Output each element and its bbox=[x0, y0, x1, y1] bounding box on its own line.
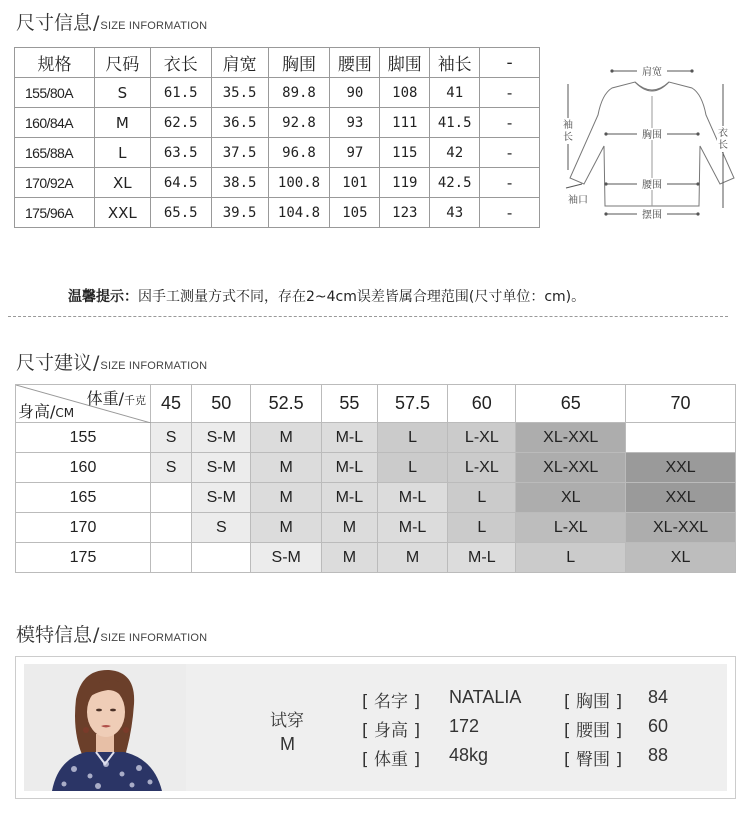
extra-cell: - bbox=[480, 78, 540, 108]
title-cn: 尺寸信息 bbox=[16, 12, 93, 34]
size-cell: L bbox=[377, 453, 448, 483]
spec-cell: 175/96A bbox=[15, 198, 95, 228]
sleeve-cell: 43 bbox=[430, 198, 480, 228]
model-info-box bbox=[15, 656, 736, 799]
waist-cell: 93 bbox=[330, 108, 380, 138]
chest-cell: 104.8 bbox=[268, 198, 330, 228]
size-cell: M bbox=[251, 513, 322, 543]
table-row bbox=[16, 483, 736, 513]
waist-cell: 105 bbox=[330, 198, 380, 228]
weight-col-header: 57.5 bbox=[377, 385, 448, 423]
waist-cell: 97 bbox=[330, 138, 380, 168]
size-table-header bbox=[15, 48, 540, 78]
weight-header-row bbox=[16, 385, 736, 423]
model-weight: 48kg bbox=[449, 745, 489, 765]
length-cell: 63.5 bbox=[150, 138, 211, 168]
extra-cell: - bbox=[480, 168, 540, 198]
hem-cell: 111 bbox=[380, 108, 430, 138]
size-cell: S bbox=[151, 423, 192, 453]
size-recommend-title bbox=[16, 348, 207, 376]
model-hip: 88 bbox=[648, 745, 669, 765]
size-cell: S-M bbox=[192, 423, 251, 453]
col-header: - bbox=[480, 48, 540, 78]
model-height: 172 bbox=[449, 716, 480, 736]
size-cell: M bbox=[321, 543, 377, 573]
extra-cell: - bbox=[480, 198, 540, 228]
size-cell: S-M bbox=[251, 543, 322, 573]
length-cell: 64.5 bbox=[150, 168, 211, 198]
hem-cell: 115 bbox=[380, 138, 430, 168]
size-table bbox=[14, 47, 540, 228]
table-row bbox=[15, 138, 540, 168]
col-header: 腰围 bbox=[330, 48, 380, 78]
shoulder-cell: 39.5 bbox=[211, 198, 268, 228]
extra-cell: - bbox=[480, 138, 540, 168]
size-cell: XXL bbox=[94, 198, 150, 228]
hip-label: [ 臀围 ] bbox=[564, 750, 623, 770]
height-unit: CM bbox=[55, 406, 75, 420]
size-cell: S-M bbox=[192, 453, 251, 483]
try-on-size: M bbox=[280, 734, 295, 754]
size-cell: L-XL bbox=[448, 423, 516, 453]
size-cell bbox=[151, 483, 192, 513]
chest-label: 胸围 bbox=[642, 130, 662, 141]
hem-label: 摆围 bbox=[642, 210, 662, 221]
col-header: 脚围 bbox=[380, 48, 430, 78]
title-slash: / bbox=[93, 12, 100, 34]
weight-col-header: 60 bbox=[448, 385, 516, 423]
corner-cell bbox=[16, 385, 151, 423]
size-cell: M bbox=[94, 108, 150, 138]
size-cell: L bbox=[448, 513, 516, 543]
size-cell: S bbox=[151, 453, 192, 483]
model-info-title bbox=[16, 620, 207, 648]
shoulder-label: 肩宽 bbox=[642, 67, 662, 78]
size-cell: XXL bbox=[626, 483, 736, 513]
length-label-2: 长 bbox=[718, 140, 728, 151]
weight-unit: 千克 bbox=[124, 394, 146, 407]
size-cell bbox=[192, 543, 251, 573]
size-cell: M-L bbox=[377, 513, 448, 543]
weight-col-header: 52.5 bbox=[251, 385, 322, 423]
size-cell: M-L bbox=[321, 423, 377, 453]
weight-col-header: 50 bbox=[192, 385, 251, 423]
waist-cell: 101 bbox=[330, 168, 380, 198]
weight-axis-label bbox=[87, 386, 146, 409]
length-label-1: 衣 bbox=[718, 128, 728, 139]
title-en: SIZE INFORMATION bbox=[100, 632, 208, 644]
table-row bbox=[15, 168, 540, 198]
spec-cell: 165/88A bbox=[15, 138, 95, 168]
size-cell: L bbox=[516, 543, 626, 573]
weight-label: [ 体重 ] bbox=[362, 750, 421, 770]
table-row bbox=[16, 453, 736, 483]
weight-col-header: 65 bbox=[516, 385, 626, 423]
size-cell: L bbox=[94, 138, 150, 168]
size-cell: M bbox=[251, 453, 322, 483]
weight-label: 体重/ bbox=[86, 389, 124, 408]
waist-label: [ 腰围 ] bbox=[564, 721, 623, 741]
height-row-header: 155 bbox=[16, 423, 151, 453]
size-cell: S bbox=[192, 513, 251, 543]
table-row bbox=[16, 423, 736, 453]
model-portrait-illustration bbox=[24, 664, 186, 791]
size-cell: XL bbox=[516, 483, 626, 513]
sleeve-label-2: 长 bbox=[563, 132, 573, 143]
sleeve-label-1: 袖 bbox=[563, 120, 573, 131]
spec-cell: 155/80A bbox=[15, 78, 95, 108]
measurement-tip bbox=[68, 286, 585, 306]
height-label: [ 身高 ] bbox=[362, 721, 421, 741]
size-cell bbox=[151, 513, 192, 543]
size-cell: M-L bbox=[448, 543, 516, 573]
cuff-label: 袖口 bbox=[568, 195, 588, 206]
length-cell: 65.5 bbox=[150, 198, 211, 228]
size-cell: XL-XXL bbox=[516, 453, 626, 483]
tip-text: 因手工测量方式不同，存在2~4cm误差皆属合理范围(尺寸单位：cm)。 bbox=[138, 289, 586, 305]
size-cell: XL bbox=[626, 543, 736, 573]
weight-col-header: 70 bbox=[626, 385, 736, 423]
shoulder-cell: 38.5 bbox=[211, 168, 268, 198]
size-cell: M bbox=[321, 513, 377, 543]
shoulder-cell: 37.5 bbox=[211, 138, 268, 168]
model-photo bbox=[24, 664, 186, 791]
weight-col-header: 45 bbox=[151, 385, 192, 423]
title-cn: 尺寸建议 bbox=[16, 352, 93, 374]
hem-cell: 123 bbox=[380, 198, 430, 228]
chest-cell: 100.8 bbox=[268, 168, 330, 198]
hem-cell: 119 bbox=[380, 168, 430, 198]
col-header: 规格 bbox=[15, 48, 95, 78]
model-info-panel bbox=[24, 664, 727, 791]
size-cell: M bbox=[251, 483, 322, 513]
name-label: [ 名字 ] bbox=[362, 692, 421, 712]
neckline bbox=[635, 82, 669, 90]
size-cell: L-XL bbox=[448, 453, 516, 483]
extra-cell: - bbox=[480, 108, 540, 138]
shoulder-cell: 36.5 bbox=[211, 108, 268, 138]
title-cn: 模特信息 bbox=[16, 624, 93, 646]
height-label: 身高/ bbox=[18, 402, 56, 421]
size-cell bbox=[626, 423, 736, 453]
size-cell: S-M bbox=[192, 483, 251, 513]
tip-label: 温馨提示： bbox=[68, 289, 138, 305]
title-slash: / bbox=[93, 624, 100, 646]
size-cell: M-L bbox=[377, 483, 448, 513]
shoulder-cell: 35.5 bbox=[211, 78, 268, 108]
weight-col-header: 55 bbox=[321, 385, 377, 423]
height-row-header: 170 bbox=[16, 513, 151, 543]
size-cell: M bbox=[251, 423, 322, 453]
size-cell: M bbox=[377, 543, 448, 573]
table-row bbox=[15, 78, 540, 108]
size-cell: S bbox=[94, 78, 150, 108]
garment-measure-diagram bbox=[560, 60, 740, 225]
size-cell: L bbox=[448, 483, 516, 513]
size-cell: XL-XXL bbox=[516, 423, 626, 453]
size-cell: XL bbox=[94, 168, 150, 198]
size-recommend-table bbox=[15, 384, 736, 573]
col-header: 肩宽 bbox=[211, 48, 268, 78]
height-row-header: 160 bbox=[16, 453, 151, 483]
model-waist: 60 bbox=[648, 716, 669, 736]
table-row bbox=[16, 513, 736, 543]
size-cell: M-L bbox=[321, 483, 377, 513]
size-cell: M-L bbox=[321, 453, 377, 483]
length-cell: 61.5 bbox=[150, 78, 211, 108]
col-header: 胸围 bbox=[268, 48, 330, 78]
sleeve-cell: 41.5 bbox=[430, 108, 480, 138]
chest-cell: 92.8 bbox=[268, 108, 330, 138]
table-row bbox=[16, 543, 736, 573]
col-header: 袖长 bbox=[430, 48, 480, 78]
title-slash: / bbox=[93, 352, 100, 374]
size-cell: L-XL bbox=[516, 513, 626, 543]
length-cell: 62.5 bbox=[150, 108, 211, 138]
chest-cell: 89.8 bbox=[268, 78, 330, 108]
dotted-divider bbox=[8, 316, 728, 317]
spec-cell: 170/92A bbox=[15, 168, 95, 198]
model-name: NATALIA bbox=[449, 687, 522, 707]
height-axis-label bbox=[18, 399, 74, 422]
size-cell: XXL bbox=[626, 453, 736, 483]
sleeve-cell: 42.5 bbox=[430, 168, 480, 198]
try-on-label: 试穿 bbox=[270, 711, 304, 731]
sleeve-cell: 42 bbox=[430, 138, 480, 168]
title-en: SIZE INFORMATION bbox=[100, 360, 208, 372]
waist-label: 腰围 bbox=[642, 180, 662, 191]
model-chest: 84 bbox=[648, 687, 669, 707]
sleeve-cell: 41 bbox=[430, 78, 480, 108]
table-row bbox=[15, 198, 540, 228]
height-row-header: 175 bbox=[16, 543, 151, 573]
size-cell: L bbox=[377, 423, 448, 453]
size-cell bbox=[151, 543, 192, 573]
table-row bbox=[15, 108, 540, 138]
size-info-title bbox=[16, 8, 207, 36]
spec-cell: 160/84A bbox=[15, 108, 95, 138]
col-header: 尺码 bbox=[94, 48, 150, 78]
size-cell: XL-XXL bbox=[626, 513, 736, 543]
height-row-header: 165 bbox=[16, 483, 151, 513]
col-header: 衣长 bbox=[150, 48, 211, 78]
chest-label: [ 胸围 ] bbox=[564, 692, 623, 712]
title-en: SIZE INFORMATION bbox=[100, 20, 208, 32]
chest-cell: 96.8 bbox=[268, 138, 330, 168]
hem-cell: 108 bbox=[380, 78, 430, 108]
waist-cell: 90 bbox=[330, 78, 380, 108]
